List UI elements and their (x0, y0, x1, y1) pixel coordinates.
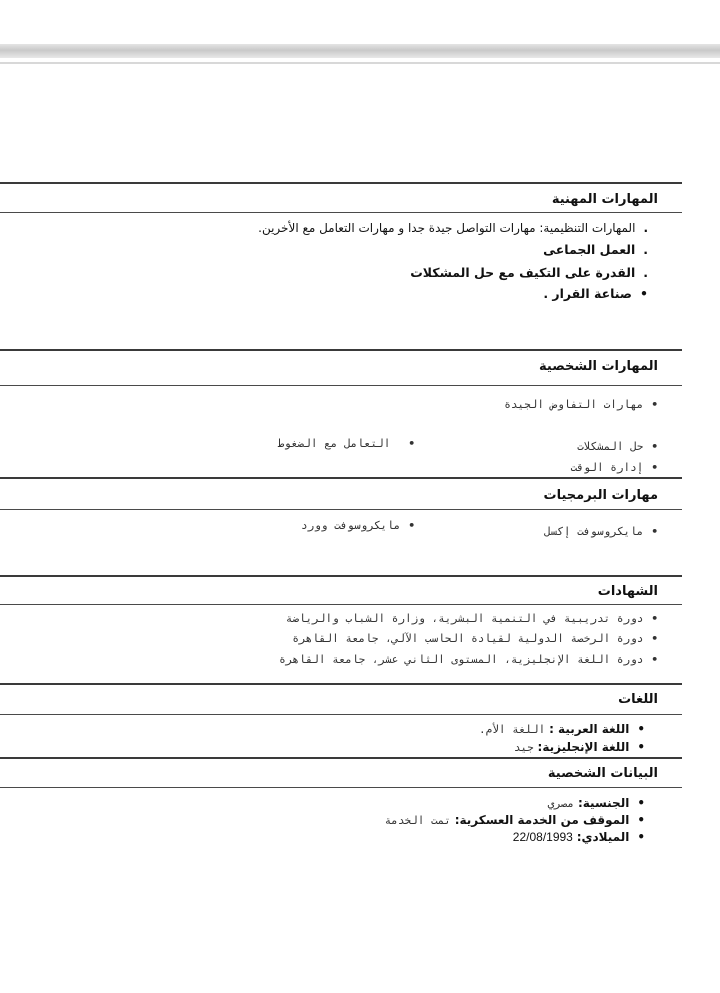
divider (0, 683, 682, 685)
divider (0, 604, 682, 605)
divider (0, 349, 682, 351)
window-top-bar (0, 44, 720, 58)
section-title-personal-data: البيانات الشخصية (547, 766, 658, 781)
section-title-personal-skills: المهارات الشخصية (539, 359, 658, 374)
section-title-professional: المهارات المهنية (551, 192, 658, 207)
list-item: •إدارة الوقت (570, 461, 658, 474)
list-item: •اللغة العربية : اللغة الأم. (479, 722, 645, 736)
window-top-line (0, 62, 720, 64)
divider (0, 714, 682, 715)
divider (0, 787, 682, 788)
section-title-languages: اللغات (618, 692, 658, 707)
divider (0, 182, 682, 184)
list-item: .القدرة على التكيف مع حل المشكلات (410, 265, 648, 280)
list-item: •مايكروسوفت وورد (301, 519, 415, 532)
divider (0, 385, 682, 386)
list-item: •دورة الرخصة الدولية لقيادة الحاسب الآلي، جامعة القاهرة (292, 632, 658, 645)
section-title-software: مهارات البرمجيات (543, 488, 658, 503)
list-item: •حل المشكلات (577, 440, 658, 453)
list-item: •الجنسية: مصري (547, 796, 645, 810)
list-item: •دورة تدريبية في التنمية البشرية، وزارة الشباب والرياضة (285, 612, 658, 625)
divider (0, 509, 682, 510)
list-item: .المهارات التنظيمية: مهارات التواصل جيدة جدا و مهارات التعامل مع الأخرين. (258, 221, 648, 235)
divider (0, 477, 682, 479)
list-item: •الموقف من الخدمة العسكرية: تمت الخدمة (384, 813, 645, 827)
divider (0, 212, 682, 213)
list-item: •الميلادي: 22/08/1993 (512, 830, 645, 844)
list-item: •صناعة القرار . (543, 286, 648, 301)
list-item: •مايكروسوفت إكسل (544, 525, 658, 538)
section-title-certificates: الشهادات (597, 584, 658, 599)
list-item: .العمل الجماعى (543, 242, 648, 257)
list-item: •دورة اللغة الإنجليزية، المستوى الثاني عشر، جامعة القاهرة (279, 653, 658, 666)
divider (0, 575, 682, 577)
list-item: •اللغة الإنجليزية: جيد (513, 740, 645, 754)
list-item: •مهارات التفاوض الجيدة (504, 398, 658, 411)
list-item: •التعامل مع الضغوط (277, 437, 415, 450)
divider (0, 757, 682, 759)
